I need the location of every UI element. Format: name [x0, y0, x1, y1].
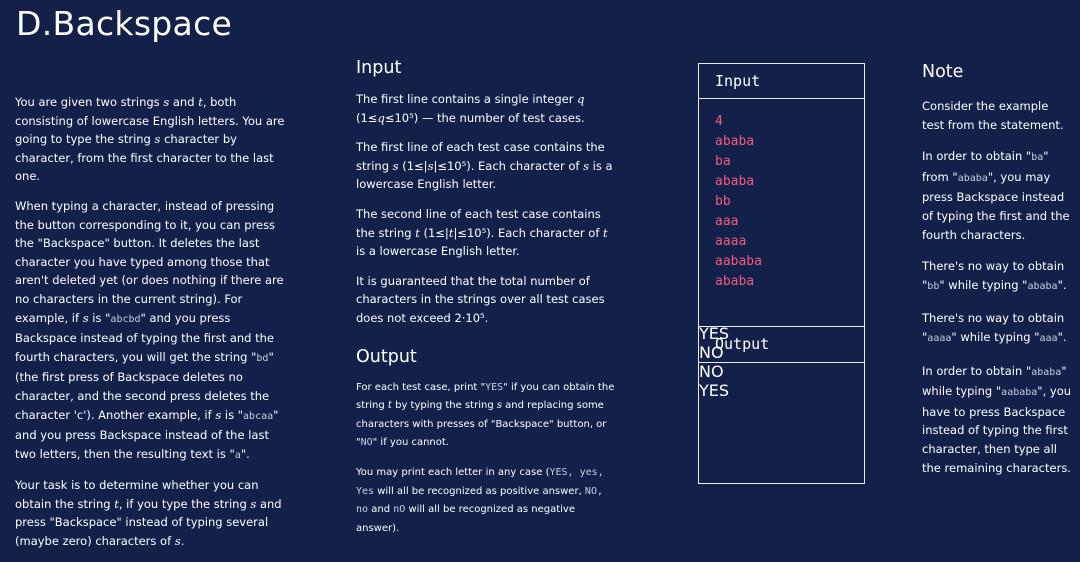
- text: ", you may press Backspace instead of typing the first and the fourth characters.: [922, 169, 1070, 242]
- sample-input-label: Input: [699, 64, 864, 99]
- code: YES: [485, 381, 504, 393]
- sample-input-box: [698, 63, 865, 363]
- output-paragraph-2: [356, 464, 616, 538]
- text: is ": [88, 310, 111, 325]
- sample-input-line: 4: [715, 114, 723, 129]
- note-paragraph-5: [922, 362, 1072, 478]
- problem-statement: [15, 93, 289, 562]
- input-heading: Input: [356, 58, 402, 78]
- var-s: s: [250, 496, 257, 511]
- sample-input-line: ababa: [715, 134, 755, 149]
- code: abcaa: [243, 410, 274, 422]
- text: |≤10⁵). Each character of: [433, 158, 584, 173]
- sample-input-line: aaaa: [715, 234, 747, 249]
- code: aaa: [1039, 332, 1058, 344]
- code: ababa: [1027, 280, 1058, 292]
- text: and: [368, 504, 394, 516]
- text: ".: [1057, 329, 1067, 344]
- text: is a lowercase English letter.: [356, 244, 520, 259]
- text: will all be recognized as negative answer).: [356, 504, 575, 534]
- text: (1≤: [356, 110, 378, 125]
- text: is ": [221, 407, 244, 422]
- text: Your task is to determine whether you can obtain the string: [15, 478, 259, 511]
- code: aaaa: [927, 332, 952, 344]
- var-t: t: [387, 400, 392, 412]
- text: , both consisting of lowercase English letters. You are going to type the string: [15, 95, 285, 147]
- code: NO: [360, 437, 373, 449]
- text: There's no way to obtain ": [922, 259, 1065, 292]
- statement-paragraph-1: [15, 93, 289, 186]
- text: by typing the string: [391, 400, 497, 412]
- text: When typing a character, instead of pressing the button corresponding to it, you can press the "Backspace" button. It deletes the last character you have typed among those that aren't deleted yet (or does nothing if there are no characters in the current string). For example, if: [15, 198, 284, 325]
- text: " (the first press of Backspace deletes no character, and the second press deletes the character 'c'). Another example, if: [15, 349, 274, 422]
- sample-input-line: ababa: [715, 174, 755, 189]
- text: In order to obtain ": [922, 149, 1032, 164]
- var-s: s: [392, 158, 399, 173]
- statement-paragraph-2: [15, 197, 289, 465]
- sample-output-line: NO: [699, 362, 724, 381]
- text: ", you have to press Backspace instead of typing the first character, then type all the remaining characters.: [922, 384, 1072, 475]
- note-paragraph-1: Consider the example test from the statement.: [922, 99, 1064, 132]
- code: NO, no: [356, 485, 603, 516]
- text: " while typing ": [951, 329, 1040, 344]
- text: " and you press Backspace instead of the last two letters, then the resulting text is ": [15, 407, 279, 461]
- text: ≤10⁵) — the number of test cases.: [384, 110, 585, 125]
- var-q: q: [377, 110, 385, 125]
- sample-output-label: Output: [699, 327, 864, 363]
- var-s: s: [583, 158, 589, 173]
- sample-output-line: NO: [699, 343, 724, 362]
- note-paragraph-4: [922, 309, 1072, 348]
- code: a: [234, 449, 241, 461]
- text: and press "Backspace" instead of typing several (maybe zero) characters of: [15, 496, 282, 549]
- text: The second line of each test case contains the string: [356, 206, 601, 240]
- var-t: t: [603, 225, 608, 240]
- var-s: s: [163, 95, 170, 109]
- sample-input-line: bb: [715, 194, 731, 209]
- note-paragraph-3: [922, 257, 1072, 296]
- text: The first line contains a single integer: [356, 92, 578, 106]
- code: abcbd: [110, 313, 141, 325]
- output-paragraph-1: [356, 379, 616, 453]
- sample-input-line: ababa: [715, 274, 755, 289]
- text: (1≤|: [419, 225, 449, 240]
- sample-input-lines: [699, 99, 864, 327]
- text: is a lowercase English letter.: [356, 158, 613, 192]
- text: There's no way to obtain ": [922, 311, 1065, 344]
- text: and replacing some characters with presses of "Backspace" button, or ": [356, 400, 607, 449]
- text: For each test case, print ": [356, 381, 486, 393]
- code: ababa: [1031, 366, 1062, 378]
- code: aababa: [1001, 387, 1038, 399]
- sample-output-line: YES: [699, 324, 730, 343]
- text: .: [180, 534, 185, 549]
- text: " if you cannot.: [372, 437, 449, 449]
- text: , if you type the string: [118, 496, 251, 511]
- text: will all be recognized as positive answer,: [374, 485, 585, 497]
- var-t: t: [114, 496, 119, 511]
- var-s: s: [154, 132, 161, 147]
- text: " and you press Backspace instead of typing the first and the fourth characters, you will get the string ": [15, 310, 274, 364]
- text: " while typing ": [922, 363, 1067, 399]
- text: You are given two strings: [15, 95, 164, 109]
- output-heading: Output: [356, 346, 417, 367]
- var-t: t: [198, 95, 203, 109]
- sample-output-box: [698, 324, 865, 484]
- text: " from ": [922, 149, 1049, 184]
- text: ".: [240, 446, 250, 461]
- sample-input-line: ba: [715, 154, 731, 169]
- var-t: t: [448, 225, 454, 240]
- code: bd: [256, 352, 269, 364]
- code: ababa: [957, 172, 988, 184]
- text: and: [169, 95, 199, 109]
- sample-input-line: aaa: [715, 214, 739, 229]
- text: " while typing ": [939, 277, 1028, 292]
- var-s: s: [215, 407, 222, 422]
- var-s: s: [427, 158, 434, 173]
- input-paragraph-3: [356, 205, 616, 261]
- input-paragraph-2: [356, 138, 616, 194]
- code: ba: [1031, 152, 1044, 164]
- code: bb: [927, 280, 940, 292]
- var-t: t: [415, 225, 420, 240]
- page-title: D.Backspace: [16, 4, 233, 43]
- io-specification: [356, 56, 616, 549]
- statement-paragraph-3: [15, 476, 289, 550]
- sample-input-line: aababa: [715, 254, 762, 269]
- sample-output-lines: [699, 324, 864, 400]
- sample-output-line: YES: [699, 381, 730, 400]
- var-s: s: [82, 310, 89, 325]
- input-paragraph-1: [356, 90, 616, 127]
- note-paragraph-2: [922, 147, 1072, 244]
- var-s: s: [496, 400, 502, 412]
- text: " if you can obtain the string: [356, 381, 615, 412]
- var-q: q: [577, 92, 585, 106]
- input-paragraph-4: It is guaranteed that the total number of characters in the strings over all test cases does not exceed 2·10⁵.: [356, 273, 605, 325]
- text: The first line of each test case contains the string: [356, 140, 605, 173]
- note-section: [922, 60, 1072, 490]
- text: (1≤|: [398, 158, 428, 173]
- text: character by character, from the first character to the last one.: [15, 132, 274, 184]
- var-s: s: [174, 534, 181, 549]
- text: You may print each letter in any case (: [356, 466, 550, 478]
- text: In order to obtain ": [922, 363, 1032, 378]
- text: ".: [1057, 277, 1067, 292]
- text: |≤10⁵). Each character of: [453, 225, 604, 240]
- note-heading: Note: [922, 62, 964, 82]
- code: YES, yes, Yes: [356, 466, 604, 497]
- code: nO: [393, 504, 406, 516]
